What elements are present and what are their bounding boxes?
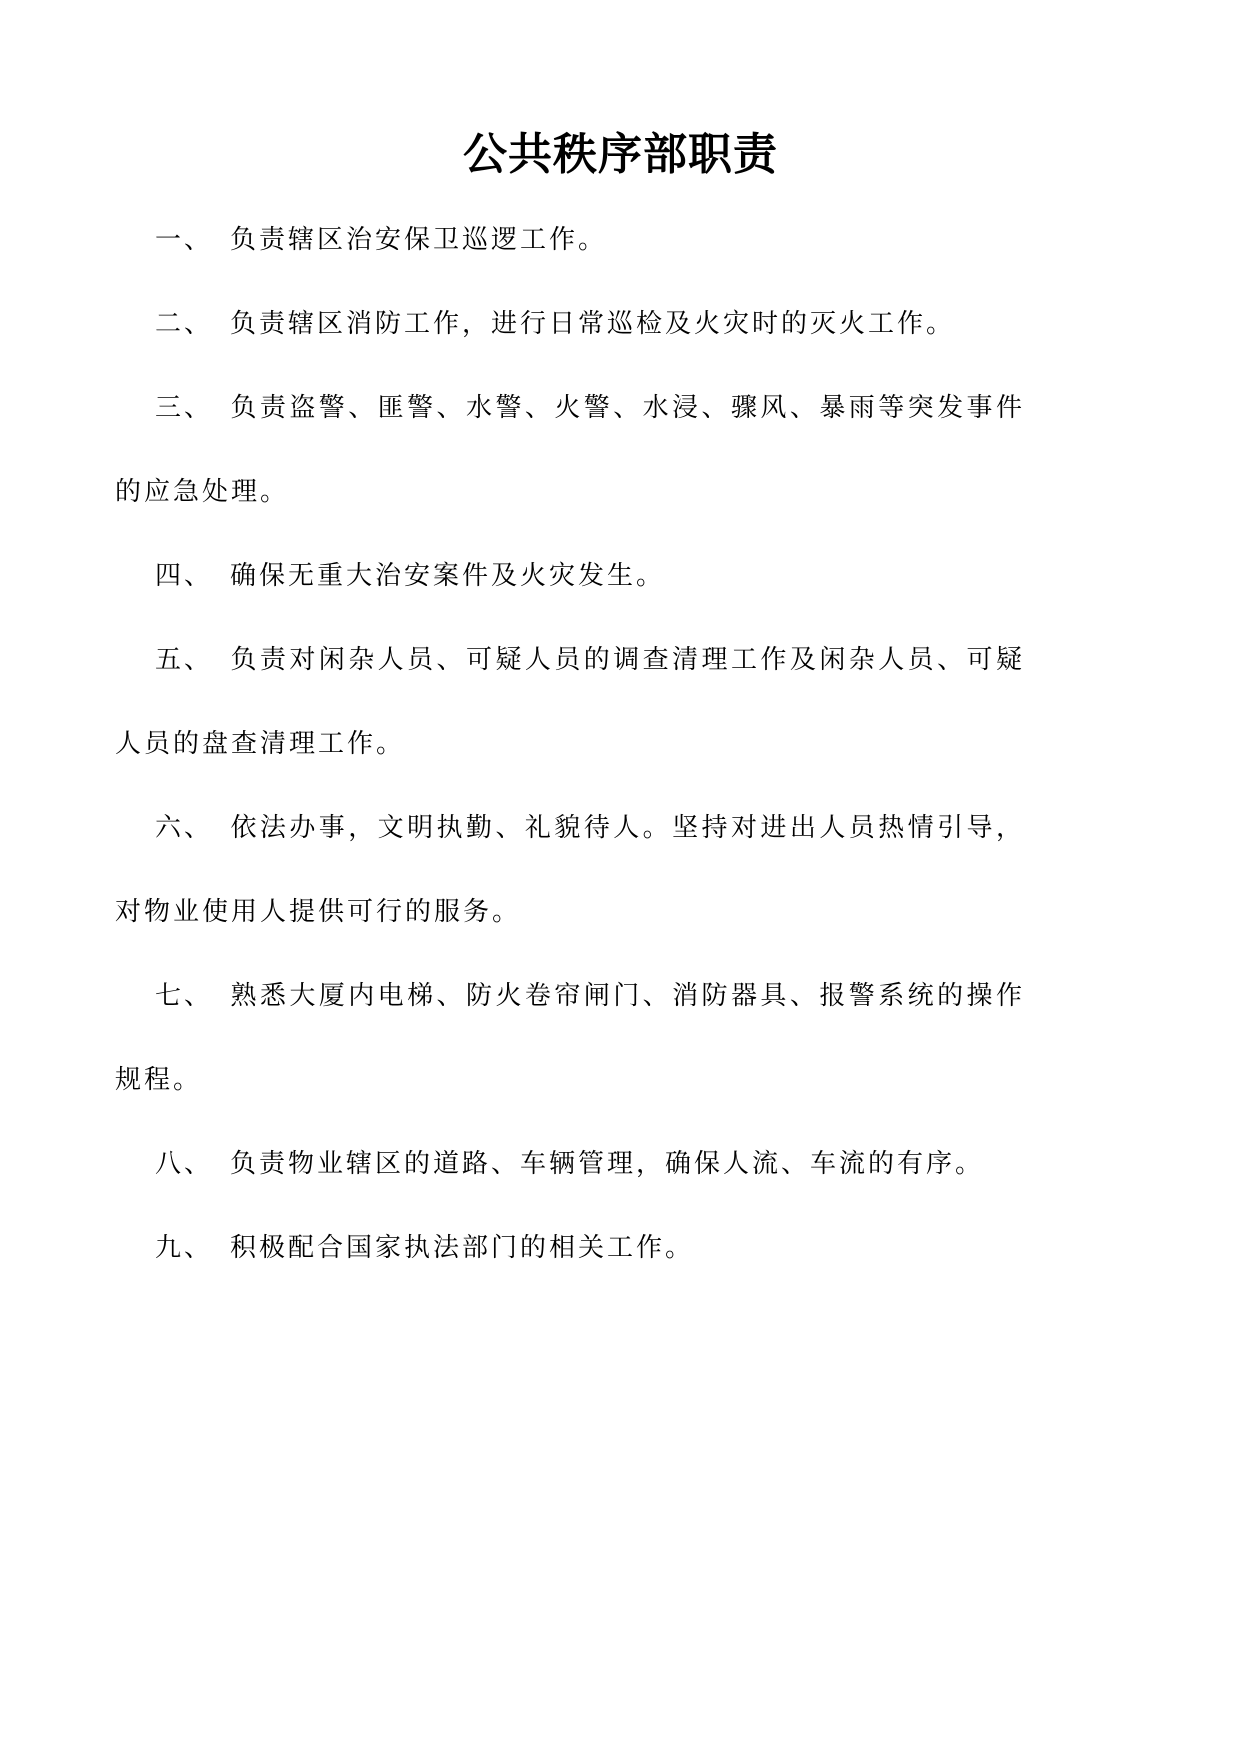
duty-item-8 [115,1122,1025,1206]
duty-item-4 [115,534,1025,618]
document-title: 公共秩序部职责 [463,129,778,180]
duty-item-text: 负责辖区消防工作，进行日常巡检及火灾时的灭火工作。 [230,309,956,339]
duty-item-9 [115,1206,1025,1290]
duty-item-text: 负责物业辖区的道路、车辆管理，确保人流、车流的有序。 [230,1149,985,1179]
duty-item-number: 八、 [155,1149,214,1179]
duty-item-text: 确保无重大治安案件及火灾发生。 [230,561,666,591]
duty-item-number: 五、 [155,645,214,675]
duty-item-text: 积极配合国家执法部门的相关工作。 [230,1233,695,1263]
duty-item-text: 依法办事，文明执勤、礼貌待人。坚持对进出人员热情引导，对物业使用人提供可行的服务。 [115,813,1025,927]
duty-item-number: 二、 [155,309,214,339]
duty-item-6 [115,786,1025,954]
duty-item-text: 熟悉大厦内电梯、防火卷帘闸门、消防器具、报警系统的操作规程。 [115,981,1025,1095]
duty-item-number: 七、 [155,981,214,1011]
duty-item-number: 一、 [155,225,214,255]
duty-list [115,198,1025,1290]
duty-item-2 [115,282,1025,366]
duty-item-number: 九、 [155,1233,214,1263]
duty-item-number: 六、 [155,813,214,843]
duty-item-text: 负责辖区治安保卫巡逻工作。 [230,225,608,255]
duty-item-text: 负责盗警、匪警、水警、火警、水浸、骤风、暴雨等突发事件的应急处理。 [115,393,1025,507]
duty-item-5 [115,618,1025,786]
duty-item-text: 负责对闲杂人员、可疑人员的调查清理工作及闲杂人员、可疑人员的盘查清理工作。 [115,645,1025,759]
duty-item-1 [115,198,1025,282]
duty-item-number: 三、 [155,393,214,423]
duty-item-number: 四、 [155,561,214,591]
duty-item-3 [115,366,1025,534]
duty-item-7 [115,954,1025,1122]
